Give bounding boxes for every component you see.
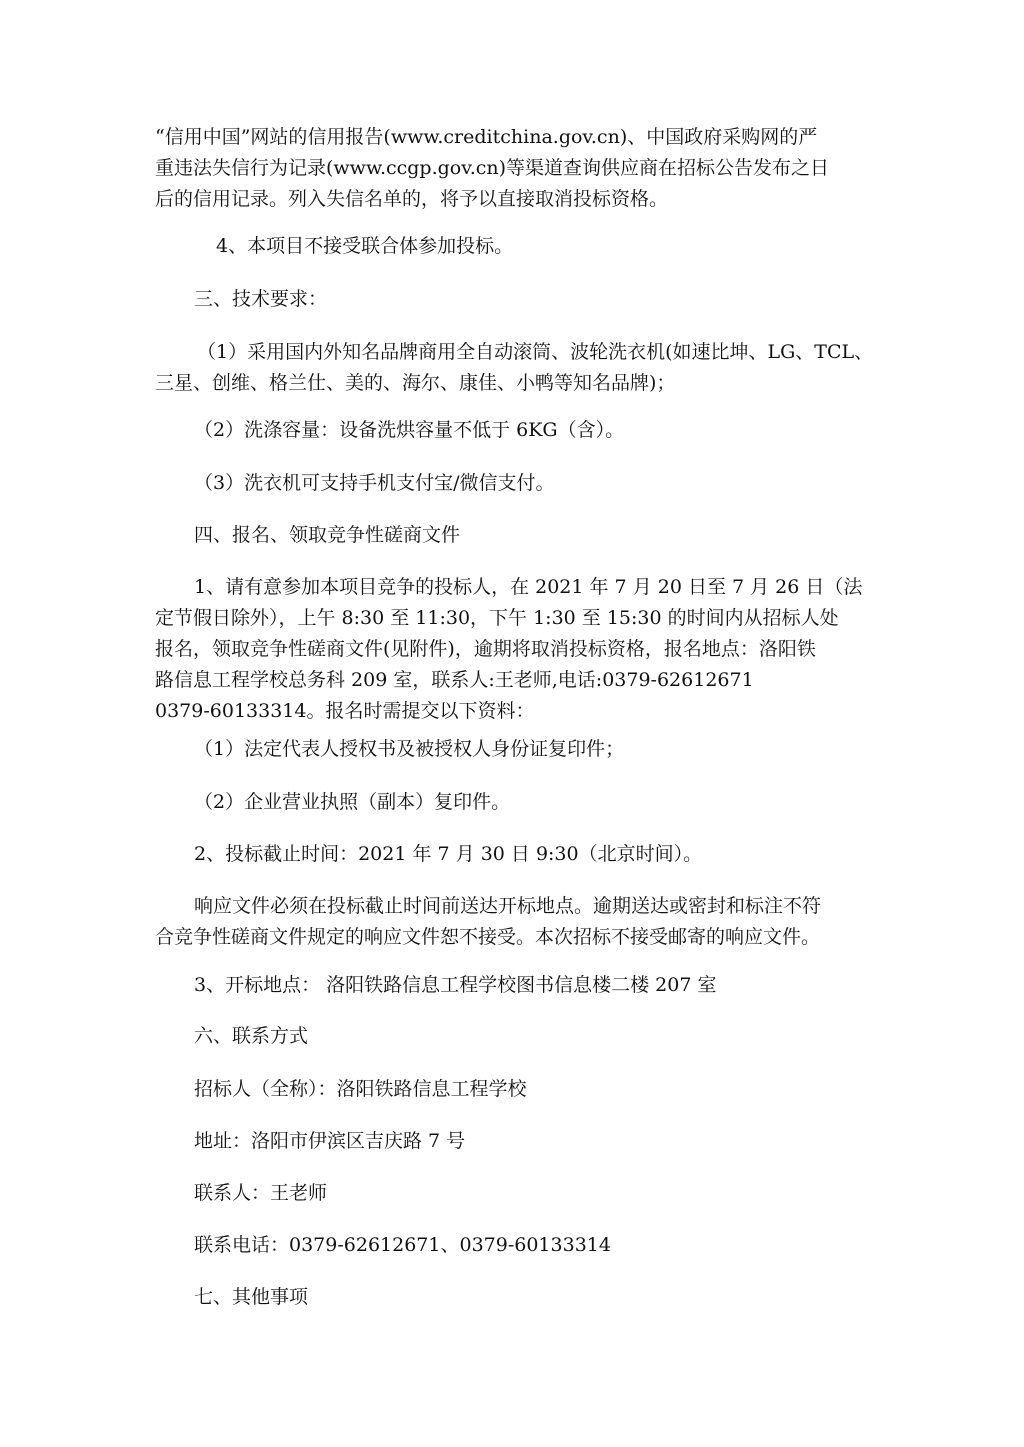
- payment-requirement-paragraph: （3）洗衣机可支持手机支付宝/微信支付。: [194, 472, 555, 494]
- section-heading-technical: 三、技术要求：: [194, 288, 328, 310]
- text-line: 三星、创维、格兰仕、美的、海尔、康佳、小鸭等知名品牌)；: [155, 372, 676, 394]
- section-heading-other: 七、其他事项: [194, 1286, 309, 1308]
- capacity-requirement-paragraph: （2）洗涤容量：设备洗烘容量不低于 6KG（含）。: [194, 419, 625, 441]
- registration-paragraph: [155, 572, 875, 727]
- text-line: 0379-60133314。报名时需提交以下资料：: [155, 700, 535, 722]
- no-consortium-paragraph: 4、本项目不接受联合体参加投标。: [216, 235, 514, 257]
- required-document-item-2: （2）企业营业执照（副本）复印件。: [194, 791, 511, 813]
- text-line: 合竞争性磋商文件规定的响应文件恕不接受。本次招标不接受邮寄的响应文件。: [155, 926, 821, 948]
- text-line: （1）采用国内外知名品牌商用全自动滚筒、波轮洗衣机(如速比坤、LG、TCL、: [197, 341, 874, 363]
- bid-opening-location-paragraph: 3、开标地点： 洛阳铁路信息工程学校图书信息楼二楼 207 室: [194, 974, 717, 996]
- text-line: 重违法失信行为记录(www.ccgp.gov.cn)等渠道查询供应商在招标公告发布之日: [155, 157, 830, 179]
- response-file-paragraph: [155, 891, 875, 953]
- text-line: 路信息工程学校总务科 209 室，联系人:王老师,电话:0379-62612671: [155, 669, 754, 691]
- text-line: 响应文件必须在投标截止时间前送达开标地点。逾期送达或密封和标注不符: [194, 895, 822, 917]
- contact-phone-paragraph: 联系电话：0379-62612671、0379-60133314: [194, 1234, 611, 1256]
- section-heading-contact: 六、联系方式: [194, 1025, 309, 1047]
- section-heading-registration: 四、报名、领取竞争性磋商文件: [194, 524, 461, 546]
- text-line: “信用中国”网站的信用报告(www.creditchina.gov.cn)、中国政府采购网的严: [155, 126, 818, 148]
- brand-requirement-paragraph: [155, 337, 875, 399]
- bid-deadline-paragraph: 2、投标截止时间：2021 年 7 月 30 日 9:30（北京时间）。: [194, 843, 703, 865]
- tenderer-name-paragraph: 招标人（全称）：洛阳铁路信息工程学校: [194, 1078, 527, 1100]
- text-line: 定节假日除外），上午 8:30 至 11:30，下午 1:30 至 15:30 的时间内从招标人处: [155, 607, 839, 629]
- text-line: 1、请有意参加本项目竞争的投标人，在 2021 年 7 月 20 日至 7 月 26 日（法: [194, 576, 863, 598]
- text-line: 后的信用记录。列入失信名单的，将予以直接取消投标资格。: [155, 188, 669, 210]
- text-line: 报名，领取竞争性磋商文件(见附件)，逾期将取消投标资格，报名地点：洛阳铁: [155, 638, 816, 660]
- required-document-item-1: （1）法定代表人授权书及被授权人身份证复印件；: [194, 738, 625, 760]
- contact-person-paragraph: 联系人：王老师: [194, 1182, 328, 1204]
- address-paragraph: 地址：洛阳市伊滨区吉庆路 7 号: [194, 1130, 466, 1152]
- credit-check-paragraph: [155, 122, 875, 215]
